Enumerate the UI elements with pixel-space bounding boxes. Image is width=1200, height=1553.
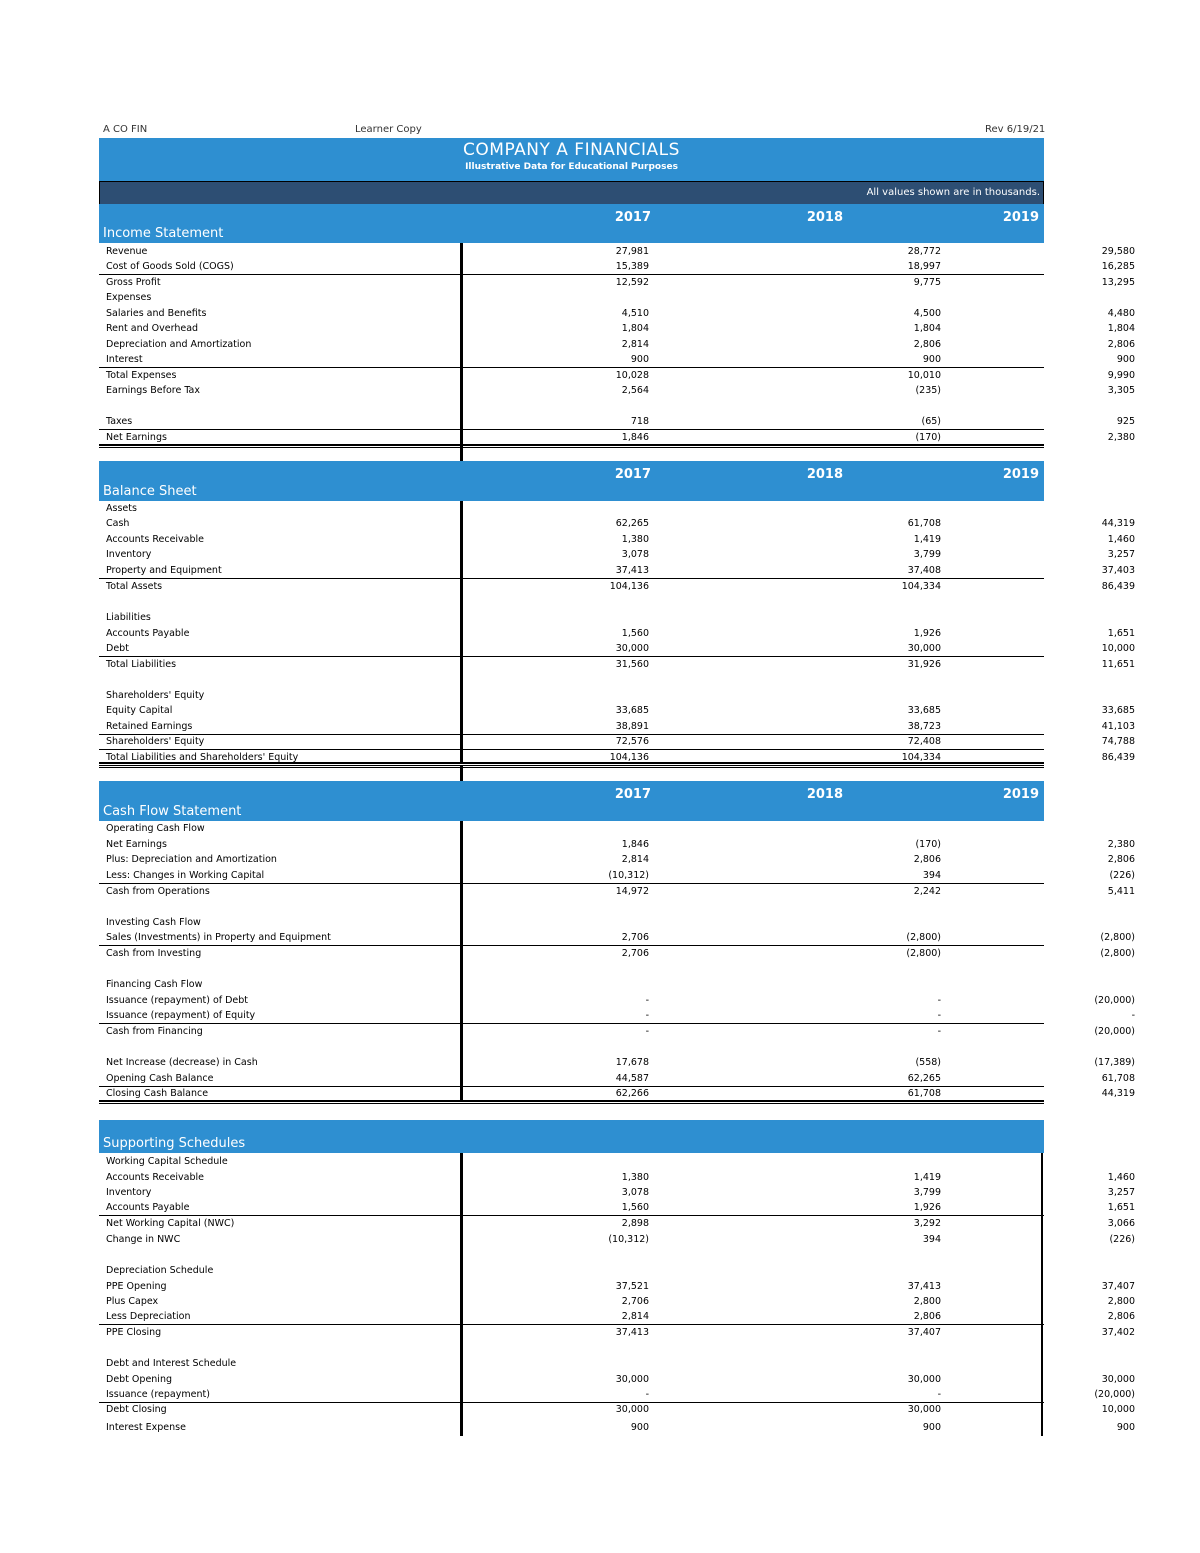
row-value: 2,800 <box>1107 1296 1135 1307</box>
section-title: Balance Sheet <box>103 484 197 499</box>
row-value: 2,706 <box>621 948 649 959</box>
row-label: Less Depreciation <box>106 1311 191 1322</box>
row-value: 718 <box>630 416 649 427</box>
table-row <box>99 1309 1135 1325</box>
row-value: 33,685 <box>615 705 649 716</box>
row-value: (2,800) <box>1100 948 1135 959</box>
row-value: 15,389 <box>615 261 649 272</box>
row-value: 104,334 <box>901 581 941 592</box>
row-label: Financing Cash Flow <box>106 979 203 990</box>
row-value: 37,408 <box>907 565 941 576</box>
table-row <box>99 368 1135 383</box>
row-label: Inventory <box>106 1187 152 1198</box>
row-label: Property and Equipment <box>106 565 222 576</box>
row-value: - <box>937 1026 941 1037</box>
table-row <box>99 516 1135 531</box>
row-value: 1,560 <box>621 628 649 639</box>
row-value: 61,708 <box>907 1088 941 1099</box>
section-header <box>99 461 1044 501</box>
row-value: 33,685 <box>907 705 941 716</box>
row-label: Investing Cash Flow <box>106 917 201 928</box>
row-value: 37,521 <box>615 1281 649 1292</box>
row-value: 394 <box>922 870 941 881</box>
table-row <box>99 337 1135 352</box>
row-value: 37,407 <box>907 1327 941 1338</box>
row-value: 2,806 <box>913 1311 941 1322</box>
year-header: 2018 <box>806 210 843 225</box>
row-value: 2,814 <box>621 1311 649 1322</box>
row-value: 1,846 <box>621 432 649 443</box>
row-value: (65) <box>921 416 941 427</box>
year-header: 2017 <box>614 787 651 802</box>
row-value: (20,000) <box>1094 1389 1135 1400</box>
row-value: 86,439 <box>1101 752 1135 763</box>
row-value: 29,580 <box>1101 246 1135 257</box>
row-value: 72,408 <box>907 736 941 747</box>
page-subtitle: Illustrative Data for Educational Purposes <box>465 162 678 172</box>
row-value: 3,066 <box>1107 1218 1135 1229</box>
table-row <box>99 1420 1135 1435</box>
table-row <box>99 306 1135 321</box>
row-value: 900 <box>922 354 941 365</box>
year-header: 2019 <box>1002 787 1039 802</box>
row-value: 38,723 <box>907 721 941 732</box>
row-label: Accounts Payable <box>106 1202 190 1213</box>
row-value: 1,460 <box>1107 1172 1135 1183</box>
row-value: 900 <box>922 1422 941 1433</box>
row-label: Total Liabilities <box>106 659 177 670</box>
row-value: 925 <box>1116 416 1135 427</box>
copy-label: Learner Copy <box>355 124 422 135</box>
row-value: - <box>937 1010 941 1021</box>
row-value: 2,806 <box>1107 1311 1135 1322</box>
row-value: 1,804 <box>913 323 941 334</box>
row-label: Total Assets <box>106 581 163 592</box>
row-value: 900 <box>1116 354 1135 365</box>
section-title: Supporting Schedules <box>103 1136 246 1151</box>
row-value: 86,439 <box>1101 581 1135 592</box>
row-value: 3,305 <box>1107 385 1135 396</box>
row-label: Accounts Payable <box>106 628 190 639</box>
row-value: 2,806 <box>1107 339 1135 350</box>
table-row <box>99 993 1135 1008</box>
year-header: 2017 <box>614 467 651 482</box>
doc-code: A CO FIN <box>103 124 148 135</box>
year-header: 2018 <box>806 787 843 802</box>
row-label: Net Increase (decrease) in Cash <box>106 1057 258 1068</box>
table-row <box>99 930 1135 946</box>
rule-line <box>99 444 1044 446</box>
table-row <box>99 414 1135 430</box>
table-row <box>99 837 1135 852</box>
row-value: - <box>937 995 941 1006</box>
row-label: Earnings Before Tax <box>106 385 200 396</box>
row-value: 37,413 <box>615 1327 649 1338</box>
row-value: - <box>937 1389 941 1400</box>
row-value: 2,814 <box>621 339 649 350</box>
table-row <box>99 719 1135 735</box>
row-value: 62,265 <box>615 518 649 529</box>
table-row <box>99 1154 1044 1169</box>
row-value: 62,265 <box>907 1073 941 1084</box>
row-value: 3,799 <box>913 1187 941 1198</box>
row-value: 900 <box>630 354 649 365</box>
table-row <box>99 915 1044 930</box>
row-value: 44,319 <box>1101 518 1135 529</box>
table-row <box>99 1232 1135 1247</box>
row-label: Cash from Operations <box>106 886 210 897</box>
row-label: Taxes <box>106 416 133 427</box>
table-row <box>99 383 1135 398</box>
row-value: (10,312) <box>608 870 649 881</box>
table-row <box>99 734 1135 750</box>
row-value: 1,380 <box>621 534 649 545</box>
row-value: 31,560 <box>615 659 649 670</box>
row-label: Net Earnings <box>106 839 167 850</box>
table-row <box>99 1170 1135 1185</box>
row-value: 3,257 <box>1107 1187 1135 1198</box>
row-value: 9,990 <box>1107 370 1135 381</box>
row-value: 31,926 <box>907 659 941 670</box>
row-label: Expenses <box>106 292 152 303</box>
row-value: 16,285 <box>1101 261 1135 272</box>
row-value: 37,402 <box>1101 1327 1135 1338</box>
row-label: Issuance (repayment) of Debt <box>106 995 249 1006</box>
row-value: 2,706 <box>621 932 649 943</box>
row-label: Net Working Capital (NWC) <box>106 1218 235 1229</box>
row-value: (558) <box>915 1057 941 1068</box>
table-row <box>99 610 1044 625</box>
row-label: Interest Expense <box>106 1422 186 1433</box>
section-header <box>99 204 1044 243</box>
row-value: (170) <box>915 839 941 850</box>
rule-line <box>99 762 1044 764</box>
row-value: 37,413 <box>615 565 649 576</box>
table-row <box>99 852 1135 867</box>
row-value: 2,706 <box>621 1296 649 1307</box>
row-value: 3,799 <box>913 549 941 560</box>
row-value: 1,380 <box>621 1172 649 1183</box>
table-row <box>99 750 1135 768</box>
row-label: Sales (Investments) in Property and Equipment <box>106 932 331 943</box>
row-value: 10,000 <box>1101 1404 1135 1415</box>
row-value: 44,587 <box>615 1073 649 1084</box>
row-label: Cost of Goods Sold (COGS) <box>106 261 234 272</box>
row-value: 72,576 <box>615 736 649 747</box>
row-value: 30,000 <box>1101 1374 1135 1385</box>
table-row <box>99 1263 1044 1278</box>
row-label: Gross Profit <box>106 277 161 288</box>
row-value: (2,800) <box>906 932 941 943</box>
row-value: 11,651 <box>1101 659 1135 670</box>
title-banner <box>99 138 1044 181</box>
row-value: 30,000 <box>615 643 649 654</box>
row-value: 2,806 <box>1107 854 1135 865</box>
row-value: 1,560 <box>621 1202 649 1213</box>
row-value: (20,000) <box>1094 995 1135 1006</box>
row-value: 27,981 <box>615 246 649 257</box>
row-label: PPE Opening <box>106 1281 167 1292</box>
row-value: (170) <box>915 432 941 443</box>
table-row <box>99 868 1135 884</box>
row-label: Accounts Receivable <box>106 534 205 545</box>
row-value: 10,000 <box>1101 643 1135 654</box>
row-label: Cash <box>106 518 130 529</box>
row-label: Cash from Financing <box>106 1026 203 1037</box>
row-value: 5,411 <box>1107 886 1135 897</box>
table-row <box>99 688 1044 703</box>
row-label: Plus: Depreciation and Amortization <box>106 854 277 865</box>
row-label: Debt and Interest Schedule <box>106 1358 237 1369</box>
table-row <box>99 977 1044 992</box>
row-value: 3,292 <box>913 1218 941 1229</box>
row-value: 30,000 <box>907 643 941 654</box>
row-value: 2,380 <box>1107 839 1135 850</box>
row-value: (10,312) <box>608 1234 649 1245</box>
year-header: 2019 <box>1002 210 1039 225</box>
row-value: 4,480 <box>1107 308 1135 319</box>
table-row <box>99 1185 1135 1200</box>
row-label: Retained Earnings <box>106 721 193 732</box>
table-row <box>99 1294 1135 1309</box>
row-value: 30,000 <box>907 1404 941 1415</box>
row-label: Salaries and Benefits <box>106 308 207 319</box>
table-row <box>99 275 1135 290</box>
table-row <box>99 1402 1135 1417</box>
table-row <box>99 703 1135 718</box>
row-value: 30,000 <box>615 1374 649 1385</box>
row-label: Rent and Overhead <box>106 323 199 334</box>
row-label: Debt <box>106 643 129 654</box>
row-value: 3,078 <box>621 549 649 560</box>
table-row <box>99 1055 1135 1070</box>
row-value: 2,564 <box>621 385 649 396</box>
year-header: 2018 <box>806 467 843 482</box>
units-note: All values shown are in thousands. <box>866 187 1040 198</box>
row-label: Depreciation Schedule <box>106 1265 214 1276</box>
row-label: Operating Cash Flow <box>106 823 205 834</box>
table-row <box>99 1325 1135 1340</box>
row-label: Inventory <box>106 549 152 560</box>
row-value: 2,242 <box>913 886 941 897</box>
table-row <box>99 626 1135 641</box>
row-value: 394 <box>922 1234 941 1245</box>
row-value: 30,000 <box>615 1404 649 1415</box>
row-value: 10,028 <box>615 370 649 381</box>
row-value: 37,413 <box>907 1281 941 1292</box>
table-row <box>99 259 1135 275</box>
table-row <box>99 352 1135 368</box>
row-label: Issuance (repayment) <box>106 1389 210 1400</box>
row-label: Change in NWC <box>106 1234 181 1245</box>
table-row <box>99 1279 1135 1294</box>
row-label: Assets <box>106 503 137 514</box>
row-value: 17,678 <box>615 1057 649 1068</box>
section-title: Income Statement <box>103 226 224 241</box>
row-label: PPE Closing <box>106 1327 162 1338</box>
row-value: 2,380 <box>1107 432 1135 443</box>
row-value: 41,103 <box>1101 721 1135 732</box>
row-label: Plus Capex <box>106 1296 159 1307</box>
row-label: Equity Capital <box>106 705 173 716</box>
row-value: 13,295 <box>1101 277 1135 288</box>
row-value: - <box>1131 1010 1135 1021</box>
row-value: 9,775 <box>913 277 941 288</box>
row-value: 2,814 <box>621 854 649 865</box>
row-label: Total Liabilities and Shareholders' Equity <box>106 752 299 763</box>
row-value: 61,708 <box>907 518 941 529</box>
row-value: 900 <box>1116 1422 1135 1433</box>
units-bar <box>99 181 1044 205</box>
row-value: 2,806 <box>913 854 941 865</box>
row-value: 1,804 <box>1107 323 1135 334</box>
row-value: (226) <box>1109 1234 1135 1245</box>
table-row <box>99 1387 1135 1403</box>
row-value: - <box>645 1010 649 1021</box>
row-value: 2,806 <box>913 339 941 350</box>
row-value: 1,651 <box>1107 628 1135 639</box>
row-value: (235) <box>915 385 941 396</box>
table-row <box>99 244 1135 259</box>
rule-line <box>99 1100 1044 1102</box>
table-row <box>99 1024 1135 1039</box>
row-value: - <box>645 1389 649 1400</box>
row-label: Net Earnings <box>106 432 167 443</box>
row-value: 18,997 <box>907 261 941 272</box>
row-label: Revenue <box>106 246 148 257</box>
row-value: 1,419 <box>913 534 941 545</box>
row-value: (20,000) <box>1094 1026 1135 1037</box>
row-label: Issuance (repayment) of Equity <box>106 1010 256 1021</box>
table-row <box>99 821 1044 836</box>
section-title: Cash Flow Statement <box>103 804 242 819</box>
table-row <box>99 946 1135 961</box>
table-row <box>99 641 1135 657</box>
row-value: 4,500 <box>913 308 941 319</box>
row-value: 37,407 <box>1101 1281 1135 1292</box>
table-row <box>99 884 1135 899</box>
row-value: 37,403 <box>1101 565 1135 576</box>
year-header: 2017 <box>614 210 651 225</box>
row-label: Accounts Receivable <box>106 1172 205 1183</box>
page-title: COMPANY A FINANCIALS <box>463 140 680 160</box>
section-header <box>99 1120 1044 1153</box>
row-value: 44,319 <box>1101 1088 1135 1099</box>
row-value: 4,510 <box>621 308 649 319</box>
table-row <box>99 501 1044 516</box>
row-value: 1,804 <box>621 323 649 334</box>
row-value: 1,926 <box>913 1202 941 1213</box>
row-label: Interest <box>106 354 143 365</box>
row-value: - <box>645 1026 649 1037</box>
row-value: 3,078 <box>621 1187 649 1198</box>
row-label: Closing Cash Balance <box>106 1088 209 1099</box>
row-value: 3,257 <box>1107 549 1135 560</box>
table-row <box>99 1356 1044 1371</box>
row-value: 1,651 <box>1107 1202 1135 1213</box>
row-value: 900 <box>630 1422 649 1433</box>
table-row <box>99 657 1135 672</box>
table-row <box>99 547 1135 562</box>
row-value: (17,389) <box>1094 1057 1135 1068</box>
row-value: 2,898 <box>621 1218 649 1229</box>
table-row <box>99 1071 1135 1087</box>
row-value: 74,788 <box>1101 736 1135 747</box>
table-row <box>99 1216 1135 1231</box>
row-value: 104,136 <box>609 581 649 592</box>
row-value: 14,972 <box>615 886 649 897</box>
row-value: 12,592 <box>615 277 649 288</box>
table-row <box>99 532 1135 547</box>
row-value: (226) <box>1109 870 1135 881</box>
row-value: 38,891 <box>615 721 649 732</box>
table-row <box>99 1008 1135 1024</box>
table-row <box>99 290 1044 305</box>
table-row <box>99 579 1135 594</box>
row-value: 28,772 <box>907 246 941 257</box>
row-label: Cash from Investing <box>106 948 202 959</box>
row-label: Depreciation and Amortization <box>106 339 252 350</box>
row-value: 1,460 <box>1107 534 1135 545</box>
table-row <box>99 321 1135 336</box>
row-label: Opening Cash Balance <box>106 1073 214 1084</box>
row-value: (2,800) <box>1100 932 1135 943</box>
row-value: 33,685 <box>1101 705 1135 716</box>
row-label: Total Expenses <box>106 370 177 381</box>
row-value: 10,010 <box>907 370 941 381</box>
row-label: Debt Closing <box>106 1404 167 1415</box>
table-row <box>99 1372 1135 1387</box>
row-label: Shareholders' Equity <box>106 690 205 701</box>
table-row <box>99 1200 1135 1216</box>
row-value: 104,136 <box>609 752 649 763</box>
row-value: 1,926 <box>913 628 941 639</box>
row-label: Working Capital Schedule <box>106 1156 228 1167</box>
row-value: 2,800 <box>913 1296 941 1307</box>
row-value: 1,846 <box>621 839 649 850</box>
year-header: 2019 <box>1002 467 1039 482</box>
row-label: Less: Changes in Working Capital <box>106 870 265 881</box>
row-label: Shareholders' Equity <box>106 736 205 747</box>
row-label: Debt Opening <box>106 1374 172 1385</box>
section-header <box>99 781 1044 821</box>
row-label: Liabilities <box>106 612 151 623</box>
table-row <box>99 563 1135 579</box>
revision-label: Rev 6/19/21 <box>985 124 1046 135</box>
row-value: 30,000 <box>907 1374 941 1385</box>
row-value: - <box>645 995 649 1006</box>
row-value: (2,800) <box>906 948 941 959</box>
row-value: 61,708 <box>1101 1073 1135 1084</box>
row-value: 104,334 <box>901 752 941 763</box>
row-value: 1,419 <box>913 1172 941 1183</box>
row-value: 62,266 <box>615 1088 649 1099</box>
